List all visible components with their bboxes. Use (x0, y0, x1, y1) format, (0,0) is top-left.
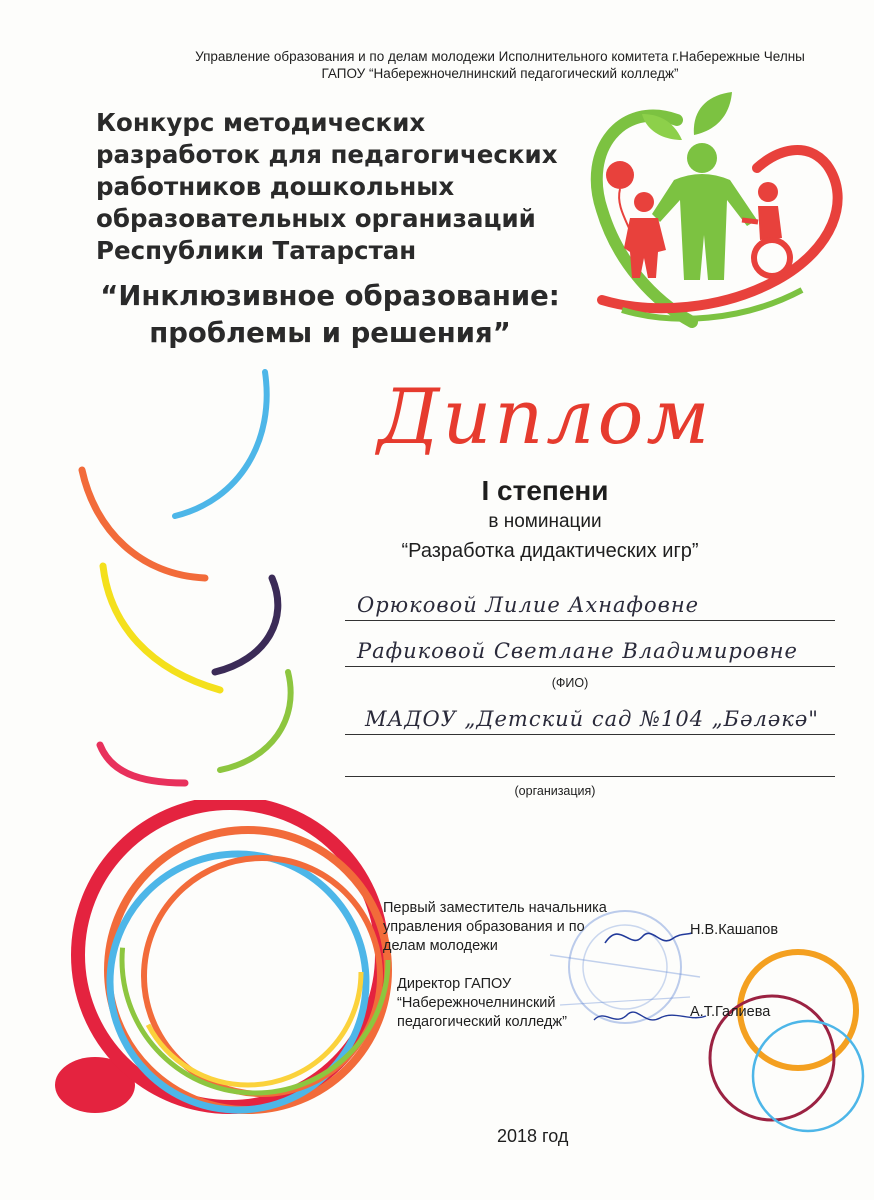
header-line-2: ГАПОУ “Набережночелнинский педагогический колледж” (321, 66, 679, 81)
recipient-name: Рафиковой Светлане Владимировне (357, 639, 798, 663)
contest-title-line: работников дошкольных (96, 172, 455, 201)
green-arc (220, 672, 291, 770)
contest-theme-line: проблемы и решения” (149, 317, 511, 349)
recipient-name-line (345, 634, 835, 667)
contest-title-line: Конкурс методических (96, 108, 426, 137)
signatory-title-line: “Набережночелнинский (397, 995, 556, 1011)
diploma-degree: I степени (481, 475, 609, 506)
organization-line-blank (345, 744, 835, 777)
leaf-icon (694, 92, 732, 135)
adult-figure-icon (687, 143, 717, 173)
signatory-1-title (383, 899, 643, 956)
diploma-title: Диплом (377, 372, 713, 461)
contest-theme (80, 278, 580, 352)
signatory-title-line: делам молодежи (383, 938, 498, 954)
organization-header (170, 48, 830, 82)
orange-arc (82, 470, 205, 578)
contest-title-line: Республики Татарстан (96, 236, 417, 265)
contest-title (96, 107, 566, 267)
decorative-circles (0, 800, 420, 1200)
nomination-name: “Разработка дидактических игр” (401, 540, 699, 562)
yellow-arc (103, 566, 220, 690)
wheelchair-child-icon (758, 182, 778, 202)
contest-theme-line: “Инклюзивное образование: (100, 280, 560, 312)
signatory-2-name: А.Т.Галиева (690, 1004, 771, 1020)
names-caption: (ФИО) (551, 676, 589, 690)
contest-title-line: образовательных организаций (96, 204, 536, 233)
dark-purple-arc (215, 578, 278, 672)
child-figure-icon (634, 192, 654, 212)
red-arc (100, 745, 185, 783)
issue-year: 2018 год (497, 1126, 569, 1146)
organization-name: МАДОУ „Детский сад №104 „Бәләкә" (365, 707, 819, 731)
balloon-icon (606, 161, 634, 189)
contest-title-line: разработок для педагогических (96, 140, 558, 169)
organization-line (345, 702, 835, 735)
signatory-title-line: Первый заместитель начальника (383, 900, 607, 916)
recipient-name-line (345, 588, 835, 621)
organization-caption: (организация) (514, 784, 596, 798)
decorative-circles-right (690, 940, 874, 1140)
signatory-title-line: Директор ГАПОУ (397, 976, 512, 992)
signatory-2-title (397, 975, 627, 1032)
recipient-name: Орюковой Лилие Ахнафовне (357, 593, 700, 617)
signatory-1-name: Н.В.Кашапов (690, 922, 779, 938)
header-line-1: Управление образования и по делам молодежи Исполнительного комитета г.Набережные Челны (195, 49, 805, 64)
signatory-title-line: педагогический колледж” (397, 1014, 567, 1030)
nomination-label: в номинации (488, 511, 602, 532)
signatory-title-line: управления образования и по (383, 919, 585, 935)
blue-arc (175, 372, 267, 516)
inclusive-education-logo (582, 90, 852, 340)
